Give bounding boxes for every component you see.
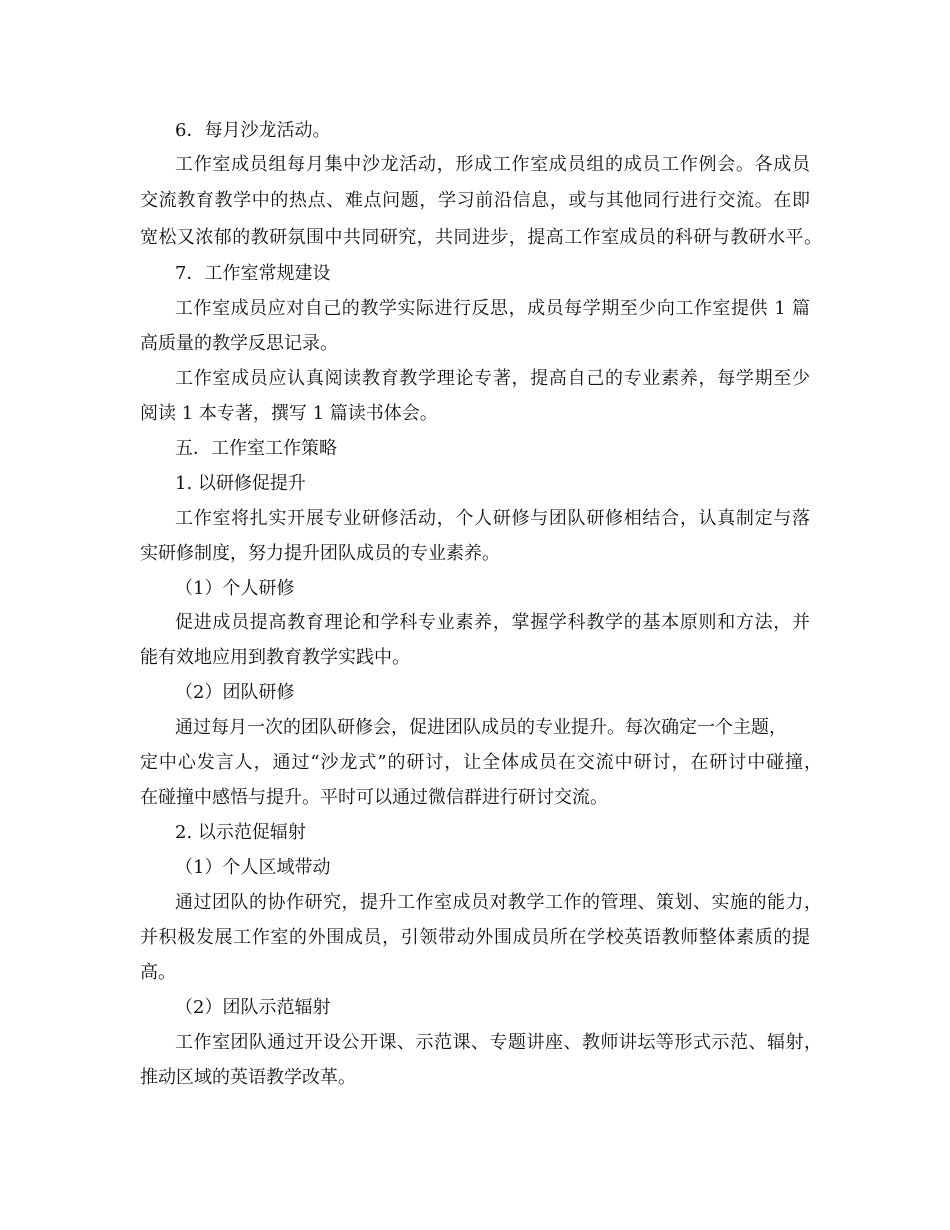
paragraph-line: 工作室成员组每月集中沙龙活动，形成工作室成员组的成员工作例会。各成员: [175, 154, 810, 175]
paragraph-line: 通过团队的协作研究，提升工作室成员对教学工作的管理、策划、实施的能力，: [175, 892, 822, 913]
paragraph-line: 促进成员提高教育理论和学科专业素养，掌握学科教学的基本原则和方法，并: [175, 612, 810, 633]
paragraph-line: 阅读 1 本专著，撰写 1 篇读书体会。: [140, 403, 438, 424]
section-heading-strategy: 五．工作室工作策略: [175, 438, 337, 459]
paragraph-line: 宽松又浓郁的教研氛围中共同研究，共同进步，提高工作室成员的科研与教研水平。: [140, 227, 822, 248]
paragraph-line: 工作室团队通过开设公开课、示范课、专题讲座、教师讲坛等形式示范、辐射，: [175, 1032, 822, 1053]
paragraph-line: 定中心发言人，通过“沙龙式”的研讨，让全体成员在交流中研讨，在研讨中碰撞，: [140, 752, 822, 773]
paragraph-line: 高。: [140, 962, 176, 983]
paragraph-line: 通过每月一次的团队研修会，促进团队成员的专业提升。每次确定一个主题，: [175, 717, 787, 738]
paragraph-line: 能有效地应用到教育教学实践中。: [140, 647, 410, 668]
heading-monthly-salon: 6．每月沙龙活动。: [175, 120, 331, 141]
paragraph-line: 工作室将扎实开展专业研修活动，个人研修与团队研修相结合，认真制定与落: [175, 508, 810, 529]
paragraph-line: 实研修制度，努力提升团队成员的专业素养。: [140, 543, 500, 564]
subheading-personal-regional: （1）个人区域带动: [175, 857, 331, 878]
subheading-team-research: （2）团队研修: [175, 682, 295, 703]
heading-routine-construction: 7．工作室常规建设: [175, 263, 331, 284]
heading-demonstration-radiation: 2. 以示范促辐射: [175, 822, 306, 843]
heading-research-improvement: 1. 以研修促提升: [175, 473, 306, 494]
paragraph-line: 工作室成员应对自己的教学实际进行反思，成员每学期至少向工作室提供 1 篇: [175, 298, 810, 319]
subheading-team-demonstration: （2）团队示范辐射: [175, 997, 331, 1018]
paragraph-line: 工作室成员应认真阅读教育教学理论专著，提高自己的专业素养，每学期至少: [175, 368, 810, 389]
paragraph-line: 并积极发展工作室的外围成员，引领带动外围成员所在学校英语教师整体素质的提: [140, 927, 810, 948]
paragraph-line: 推动区域的英语教学改革。: [140, 1067, 356, 1088]
paragraph-line: 高质量的教学反思记录。: [140, 333, 338, 354]
paragraph-line: 交流教育教学中的热点、难点问题，学习前沿信息，或与其他同行进行交流。在即: [140, 190, 810, 211]
paragraph-line: 在碰撞中感悟与提升。平时可以通过微信群进行研讨交流。: [140, 787, 608, 808]
subheading-personal-research: （1）个人研修: [175, 578, 295, 599]
